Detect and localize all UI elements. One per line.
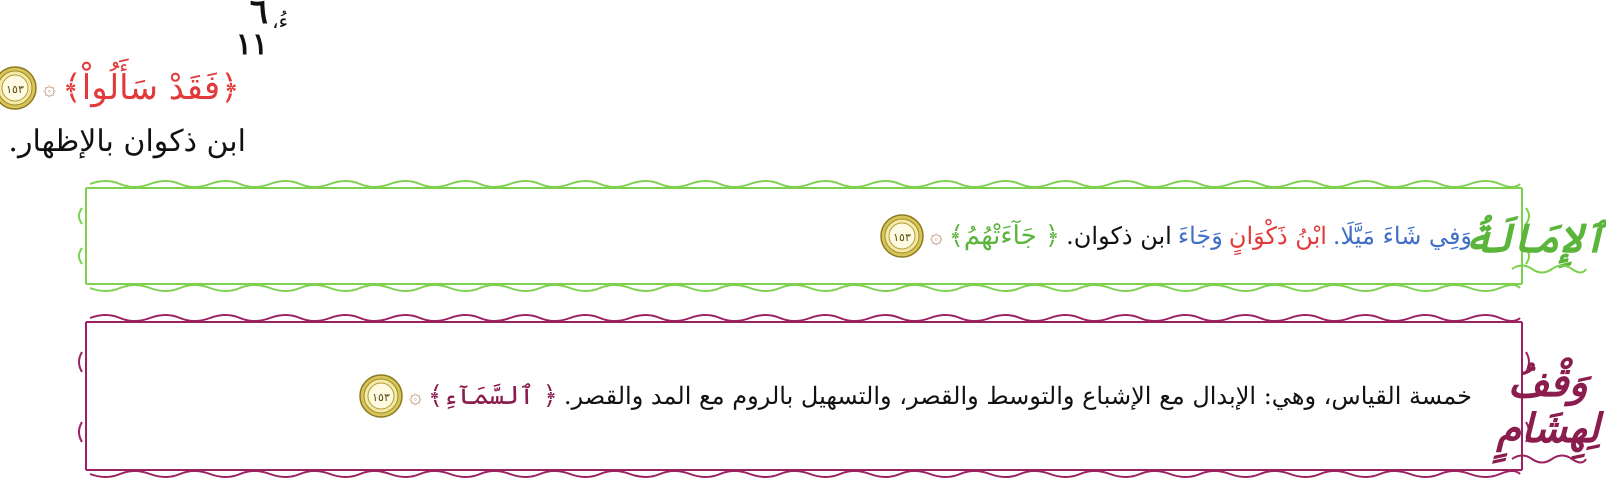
imala-title-text: ٱلإِمَالَةُ [1465,215,1606,262]
waqf-title [1490,360,1606,466]
verse-number-medal-icon [880,214,924,258]
imala-box [76,178,1532,294]
imala-content [880,178,1472,294]
verse-line-1 [0,60,240,116]
verse-number: ١٥٣ [372,391,390,404]
header-marks [228,0,288,62]
header-small-mark: ءُ، [272,9,288,33]
verse-number: ١٥٣ [6,83,24,96]
verse-number: ١٥٣ [892,231,911,244]
header-number-top: ٦ [249,0,268,32]
imala-blue-2: وَفِي شَاءَ مَيَّلَا. [1332,222,1472,250]
waqf-content [359,312,1472,480]
quran-word-assamai: ﴿ ٱلسَّمَآءِ﴾ [427,381,558,411]
flower-ornament-icon: ۞ [408,383,422,409]
header-number-bottom: ١١ [235,27,268,62]
title-underline-ornament-icon [1508,452,1588,466]
waqf-plain-text: خمسة القياس، وهي: الإبدال مع الإشباع والتوسط والقصر، والتسهيل بالروم مع المد والقصر. [563,382,1472,410]
quran-word-jaathum: ﴿ جَآءَتْهُمُ﴾ [948,221,1061,251]
verse-number-medal-icon [0,66,37,110]
verse-number-medal-icon [359,374,403,418]
commentary-line: ابن ذكوان بالإظهار. [8,124,246,159]
imala-title [1465,215,1606,276]
imala-red: ابْنُ ذَكْوَانٍ [1228,222,1327,250]
waqf-title-text: وَقْفُ لِهِشَامٍ [1496,359,1600,452]
flower-ornament-icon: ۞ [929,223,943,249]
flower-ornament-icon: ۞ [42,75,56,101]
quran-word-faqad-saalu: ﴿فَقَدْ سَأَلُواْ﴾ [61,68,240,108]
imala-plain-text: ابن ذكوان. [1066,222,1172,250]
waqf-box [76,312,1532,480]
imala-blue-1: وَجَاءَ [1177,222,1223,250]
title-underline-ornament-icon [1508,262,1588,276]
